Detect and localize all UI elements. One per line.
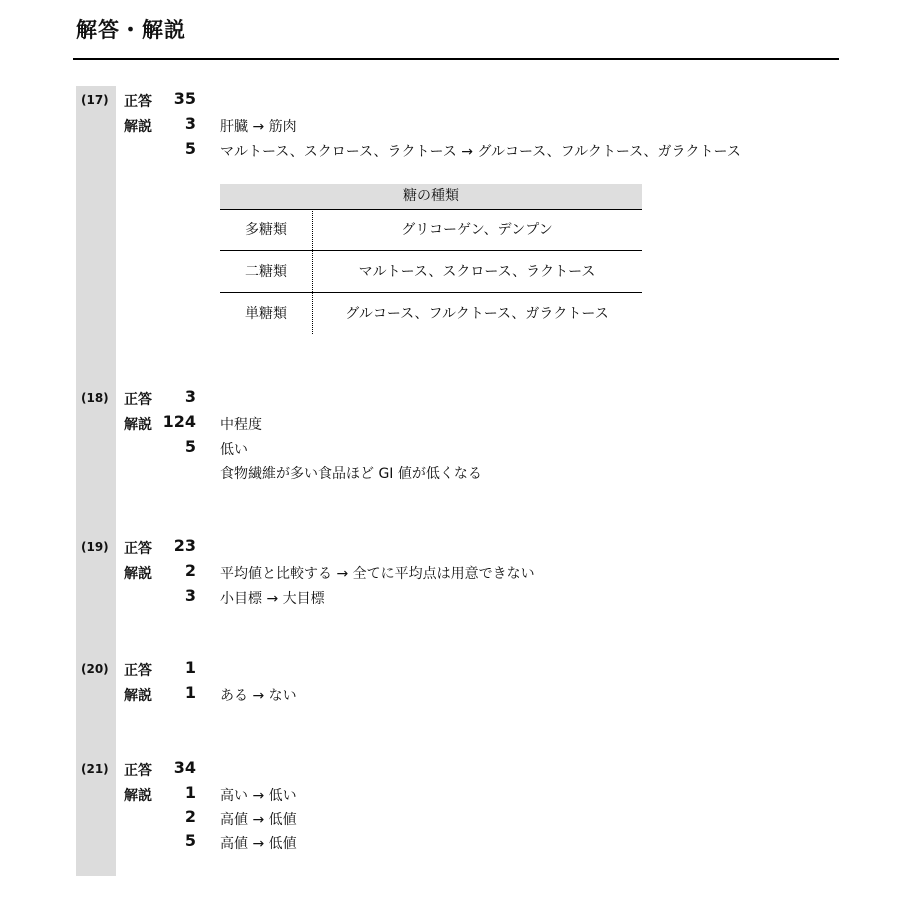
answer-label: 正答 — [124, 94, 152, 110]
explanation-text: 高値 → 低値 — [220, 836, 297, 852]
answer-label: 正答 — [124, 663, 152, 679]
explanation-label: 解説 — [124, 788, 152, 804]
sugar-type-cell: 二糖類 — [245, 264, 287, 280]
explanation-text: 中程度 — [220, 417, 262, 433]
sugar-type-cell: 単糖類 — [245, 306, 287, 322]
sugar-examples-cell: マルトース、スクロース、ラクトース — [358, 264, 596, 280]
explanation-text: 低い — [220, 442, 248, 458]
explanation-number: 3 — [184, 586, 196, 605]
explanation-number: 5 — [184, 437, 196, 456]
answer-value: 3 — [184, 387, 196, 406]
explanation-number: 1 — [184, 683, 196, 702]
explanation-label: 解説 — [124, 566, 152, 582]
answer-label: 正答 — [124, 763, 152, 779]
answer-value: 35 — [173, 89, 196, 108]
question-number: (17) — [81, 93, 109, 107]
question-number: (21) — [81, 762, 109, 776]
title-divider — [73, 58, 839, 60]
explanation-text: 肝臓 → 筋肉 — [220, 119, 297, 135]
question-number-band — [76, 86, 116, 876]
page-title: 解答・解説 — [76, 18, 186, 42]
sugar-types-table — [220, 184, 642, 334]
explanation-number: 124 — [162, 412, 196, 431]
explanation-number: 5 — [184, 831, 196, 850]
explanation-text: マルトース、スクロース、ラクトース → グルコース、フルクトース、ガラクトース — [220, 144, 741, 160]
explanation-number: 5 — [184, 139, 196, 158]
answer-label: 正答 — [124, 541, 152, 557]
column-divider — [312, 209, 313, 334]
explanation-number: 2 — [184, 807, 196, 826]
table-row — [220, 294, 642, 334]
table-row — [220, 210, 642, 251]
explanation-label: 解説 — [124, 417, 152, 433]
question-number: (20) — [81, 662, 109, 676]
sugar-examples-cell: グリコーゲン、デンプン — [401, 222, 553, 238]
explanation-text: 高値 → 低値 — [220, 812, 297, 828]
table-row — [220, 252, 642, 293]
explanation-label: 解説 — [124, 119, 152, 135]
question-number: (19) — [81, 540, 109, 554]
explanation-text: 小目標 → 大目標 — [220, 591, 325, 607]
explanation-text: 食物繊維が多い食品ほど GI 値が低くなる — [220, 466, 482, 482]
explanation-text: 平均値と比較する → 全てに平均点は用意できない — [220, 566, 535, 582]
answer-value: 34 — [173, 758, 196, 777]
answer-value: 1 — [184, 658, 196, 677]
explanation-text: 高い → 低い — [220, 788, 297, 804]
explanation-number: 1 — [184, 783, 196, 802]
explanation-text: ある → ない — [220, 688, 297, 704]
explanation-number: 3 — [184, 114, 196, 133]
table-header: 糖の種類 — [220, 184, 642, 210]
explanation-number: 2 — [184, 561, 196, 580]
question-number: (18) — [81, 391, 109, 405]
explanation-label: 解説 — [124, 688, 152, 704]
sugar-examples-cell: グルコース、フルクトース、ガラクトース — [345, 306, 609, 322]
answer-value: 23 — [173, 536, 196, 555]
sugar-type-cell: 多糖類 — [245, 222, 287, 238]
answer-label: 正答 — [124, 392, 152, 408]
